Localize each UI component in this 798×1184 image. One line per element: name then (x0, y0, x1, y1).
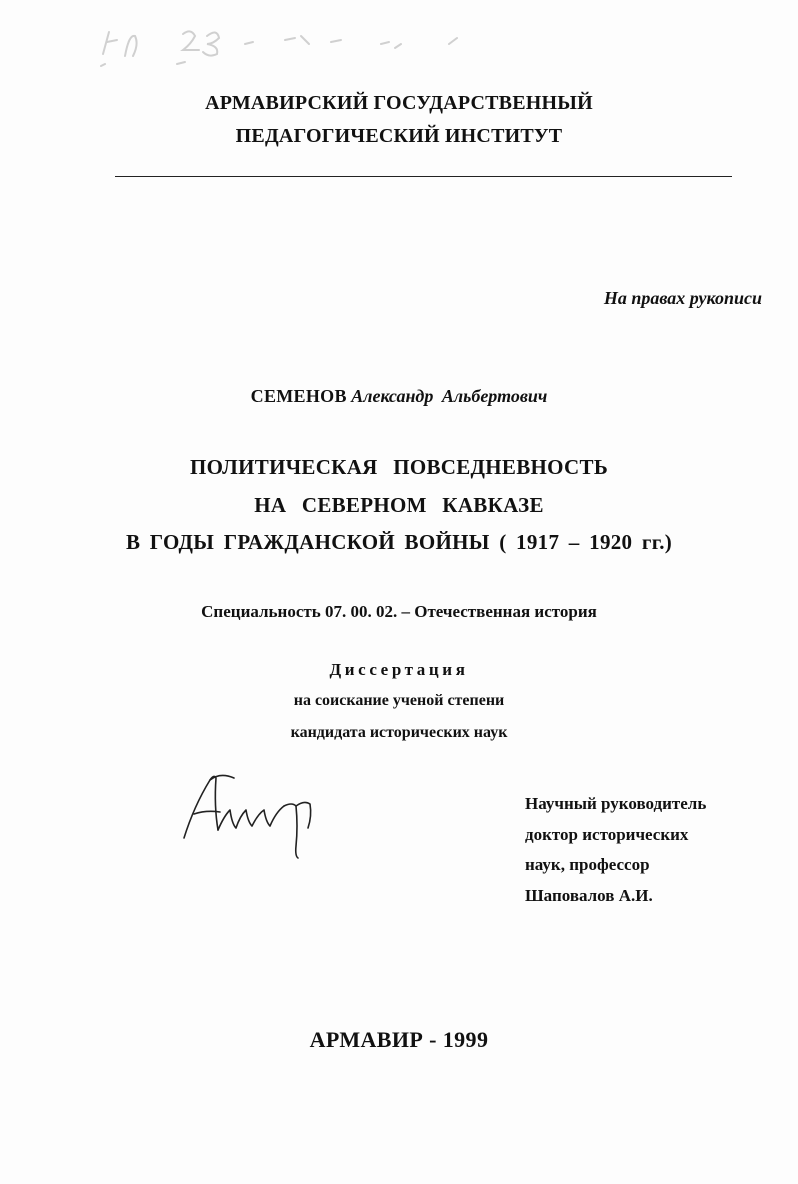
thesis-title-line-3: В ГОДЫ ГРАЖДАНСКОЙ ВОЙНЫ ( 1917 – 1920 гг.) (125, 530, 673, 554)
handwritten-signature (180, 766, 330, 866)
advisor-degree-line-2: наук, профессор (525, 855, 650, 874)
city-and-year: АРМАВИР - 1999 (309, 1027, 489, 1052)
advisor-name: Шаповалов А.И. (525, 885, 653, 905)
institute-name-line-2: ПЕДАГОГИЧЕСКИЙ ИНСТИТУТ (235, 125, 563, 147)
advisor-block (525, 789, 706, 911)
author-surname: СЕМЕНОВ (250, 386, 347, 406)
author-name (0, 386, 798, 407)
header-divider (115, 176, 732, 177)
dissertation-label: Диссертация (329, 660, 469, 679)
advisor-role: Научный руководитель (525, 794, 707, 813)
thesis-title-line-2: НА СЕВЕРНОМ КАВКАЗЕ (254, 493, 544, 517)
thesis-title-line-1: ПОЛИТИЧЕСКАЯ ПОВСЕДНЕВНОСТЬ (189, 455, 609, 479)
institute-name-line-1: АРМАВИРСКИЙ ГОСУДАРСТВЕННЫЙ (205, 92, 593, 114)
manuscript-rights-note: На правах рукописи (603, 288, 762, 308)
advisor-degree-line-1: доктор исторических (525, 824, 689, 844)
faint-stamp-marks (95, 14, 475, 74)
dissertation-degree-line-1: на соискание ученой степени (293, 692, 505, 709)
specialty-line: Специальность 07. 00. 02. – Отечественная история (201, 602, 597, 621)
dissertation-degree-line-2: кандидата исторических наук (290, 724, 508, 741)
author-given-names: Александр Альбертович (351, 386, 548, 406)
